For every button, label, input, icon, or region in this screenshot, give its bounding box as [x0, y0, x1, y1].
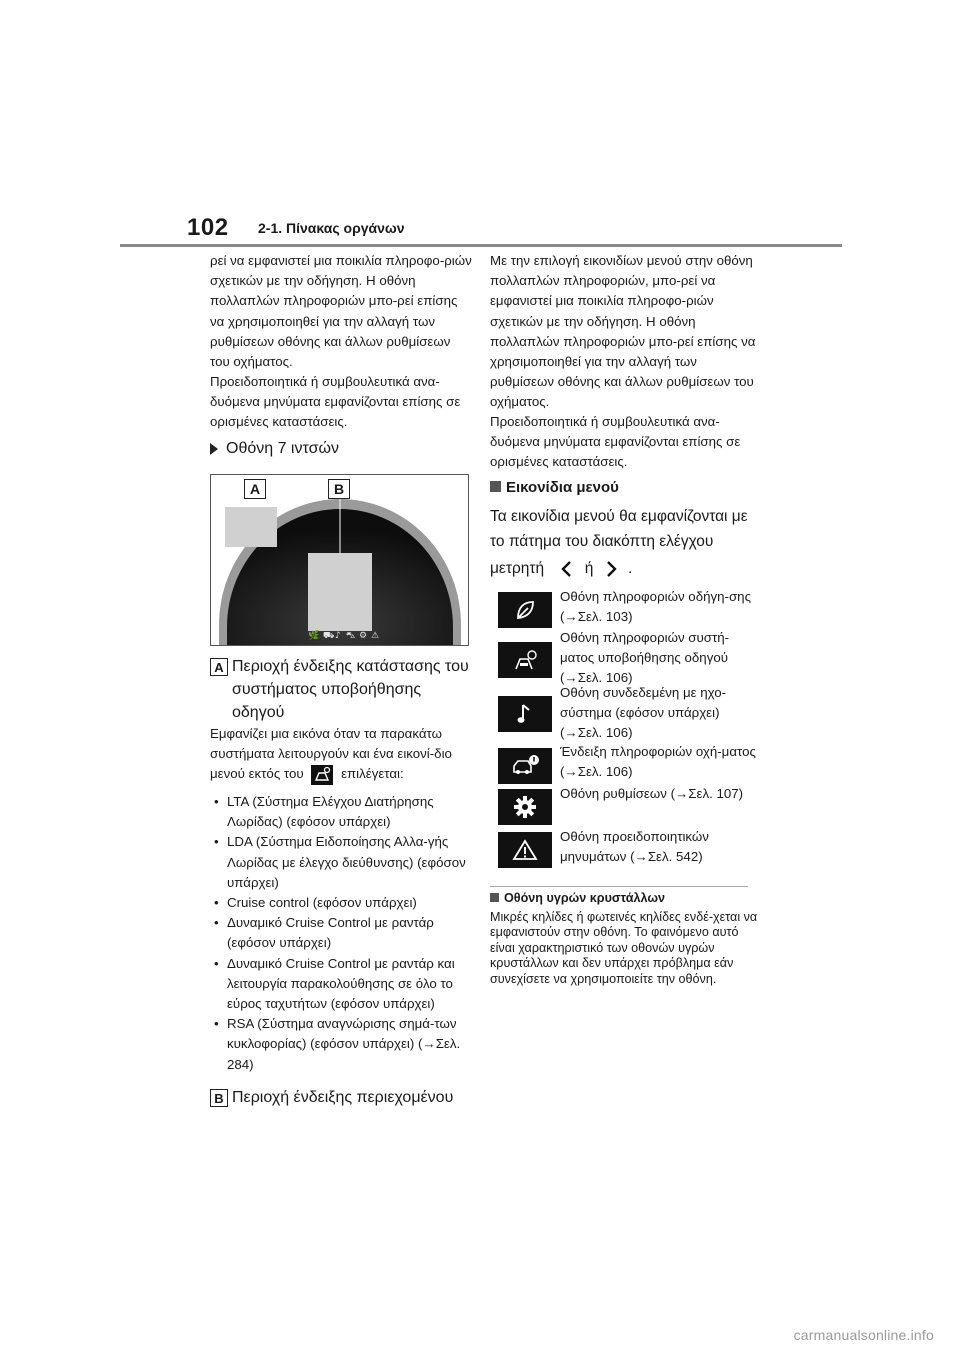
leaf-icon — [514, 599, 536, 621]
lcd-divider — [490, 886, 748, 887]
lcd-heading — [490, 891, 665, 905]
music-note-icon — [515, 702, 535, 726]
letter-box-a: A — [210, 658, 228, 676]
svg-text:🌿: 🌿 — [308, 631, 320, 641]
figure-label-a: A — [244, 479, 266, 499]
header-divider — [120, 244, 842, 247]
list-item: • Cruise control (εφόσον υπάρχει) — [210, 893, 472, 913]
status-area-a — [225, 507, 277, 547]
right-paragraph-1: Με την επιλογή εικονιδίων μενού στην οθόνη πολλαπλών πληροφοριών, μπο-ρεί να εμφανιστεί μια ποικιλία πληροφο-ριών σχετικών με την οδήγηση. Η οθόνη πολλαπλών πληροφοριών μπο-ρεί επίσης να χρησιμοποιηθεί για την αλλαγή των ρυθμίσεων οθόνης και άλλων ρυθμίσεων του οχήματος. — [490, 253, 756, 410]
svg-text:♪: ♪ — [335, 631, 341, 641]
list-item: • LDA (Σύστημα Ειδοποίησης Αλλα-γής Λωρίδας με έλεγχο διεύθυνσης) (εφόσον υπάρχει) — [210, 832, 472, 893]
leaf-icon-box — [498, 592, 552, 628]
vehicle-info-icon-box — [498, 748, 552, 784]
assist-systems-list — [210, 792, 472, 1075]
section-title: 2-1. Πίνακας οργάνων — [258, 220, 405, 236]
section-b-title-block — [210, 1086, 472, 1109]
menu-item-text: Οθόνη ρυθμίσεων (→Σελ. 107) — [560, 786, 744, 801]
menu-item-text: Οθόνη συνδεδεμένη με ηχο-σύστημα (εφόσον υπάρχει) (→Σελ. 106) — [560, 685, 727, 740]
left-paragraph-1: ρεί να εμφανιστεί μια ποικιλία πληροφο-ριών σχετικών με την οδήγηση. Η οθόνη πολλαπλών πληροφοριών μπο-ρεί επίσης να χρησιμοποιηθεί για την αλλαγή των ρυθμίσεων οθόνης και άλλων ρυθμίσεων του οχήματος. — [210, 253, 472, 370]
list-item: • Δυναμικό Cruise Control με ραντάρ (εφόσον υπάρχει) — [210, 913, 472, 953]
section-a-title: Περιοχή ένδειξης κατάστασης του συστήματος υποβοήθησης οδηγού — [232, 658, 469, 721]
section-b-title: Περιοχή ένδειξης περιεχομένου — [232, 1089, 454, 1106]
menu-intro-meter-text: μετρητή — [490, 560, 545, 577]
list-item: • Δυναμικό Cruise Control με ραντάρ και λειτουργία παρακολούθησης σε όλο το εύρος ταχυτήτων (εφόσον υπάρχει) — [210, 954, 472, 1015]
gauge-display-illustration — [211, 475, 468, 645]
menu-icons-heading — [490, 479, 619, 496]
lcd-description: Μικρές κηλίδες ή φωτεινές κηλίδες ενδέ-χεται να εμφανιστούν στην οθόνη. Το φαινόμενο αυτό είναι χαρακτηριστικό των οθονών υγρών κρυστάλλων και δεν υπάρχει πρόβλημα εάν συνεχίσετε να χρησιμοποιείτε την οθόνη. — [490, 910, 758, 986]
letter-box-b: B — [210, 1089, 228, 1107]
gear-icon-box — [498, 789, 552, 825]
driver-assist-icon — [311, 765, 333, 785]
music-note-icon-box — [498, 696, 552, 732]
menu-intro-line-1: Τα εικονίδια μενού θα εμφανίζονται με το πάτημα του διακόπτη ελέγχου — [490, 508, 748, 550]
section-a-text-after: επιλέγεται: — [341, 766, 404, 782]
menu-intro — [490, 505, 760, 582]
right-paragraph-2: Προειδοποιητικά ή συμβουλευτικά ανα-δυόμενα μηνύματα εμφανίζονται επίσης σε ορισμένες καταστάσεις. — [490, 414, 741, 470]
chevron-right-icon — [604, 560, 618, 578]
menu-intro-end: . — [628, 560, 633, 577]
menu-intro-line-2 — [490, 557, 760, 582]
menu-icons-heading-text: Εικονίδια μενού — [506, 479, 619, 496]
square-bullet-icon — [490, 481, 501, 492]
display-figure — [210, 474, 469, 646]
list-item: • RSA (Σύστημα αναγνώρισης σημά-των κυκλοφορίας) (εφόσον υπάρχει) (→Σελ. 284) — [210, 1014, 472, 1075]
list-item: • LTA (Σύστημα Ελέγχου Διατήρησης Λωρίδας) (εφόσον υπάρχει) — [210, 792, 472, 832]
warning-icon — [512, 839, 538, 861]
arrow-right-icon — [210, 443, 218, 455]
screen-heading-text: Οθόνη 7 ιντσών — [226, 440, 339, 457]
chevron-left-icon — [560, 560, 574, 578]
content-area-b — [308, 553, 372, 631]
driver-assist-icon — [511, 649, 539, 671]
screen-heading — [210, 440, 339, 458]
menu-item-text: Οθόνη πληροφοριών οδήγη-σης (→Σελ. 103) — [560, 589, 751, 624]
square-bullet-icon — [490, 893, 499, 902]
gear-icon — [513, 795, 537, 819]
vehicle-info-icon — [510, 754, 540, 778]
left-paragraph-2: Προειδοποιητικά ή συμβουλευτικά ανα-δυόμενα μηνύματα εμφανίζονται επίσης σε ορισμένες καταστάσεις. — [210, 374, 461, 430]
page-number: 102 — [187, 214, 229, 241]
lcd-heading-text: Οθόνη υγρών κρυστάλλων — [504, 891, 666, 905]
section-a-description — [210, 724, 472, 785]
section-a-text-before: Εμφανίζει μια εικόνα όταν τα παρακάτω συστήματα λειτουργούν και ένα εικονί-διο μενού εκτός του — [210, 726, 452, 782]
section-a-title-block — [210, 655, 472, 724]
svg-text:⛍: ⛍ — [346, 631, 356, 641]
menu-intro-or: ή — [584, 560, 594, 577]
figure-label-b: B — [328, 479, 350, 499]
menu-item-text: Ένδειξη πληροφοριών οχή-ματος (→Σελ. 106) — [560, 744, 756, 779]
svg-text:⛟: ⛟ — [323, 631, 335, 641]
menu-item-text: Οθόνη πληροφοριών συστή-ματος υποβοήθησης οδηγού (→Σελ. 106) — [560, 630, 730, 685]
svg-text:⚠: ⚠ — [371, 631, 380, 641]
svg-text:⚙: ⚙ — [359, 631, 368, 641]
menu-item-text: Οθόνη προειδοποιητικών μηνυμάτων (→Σελ. 542) — [560, 829, 709, 864]
watermark: carmanualsonline.info — [793, 1327, 934, 1343]
driver-assist-icon-box — [498, 642, 552, 678]
warning-icon-box — [498, 832, 552, 868]
